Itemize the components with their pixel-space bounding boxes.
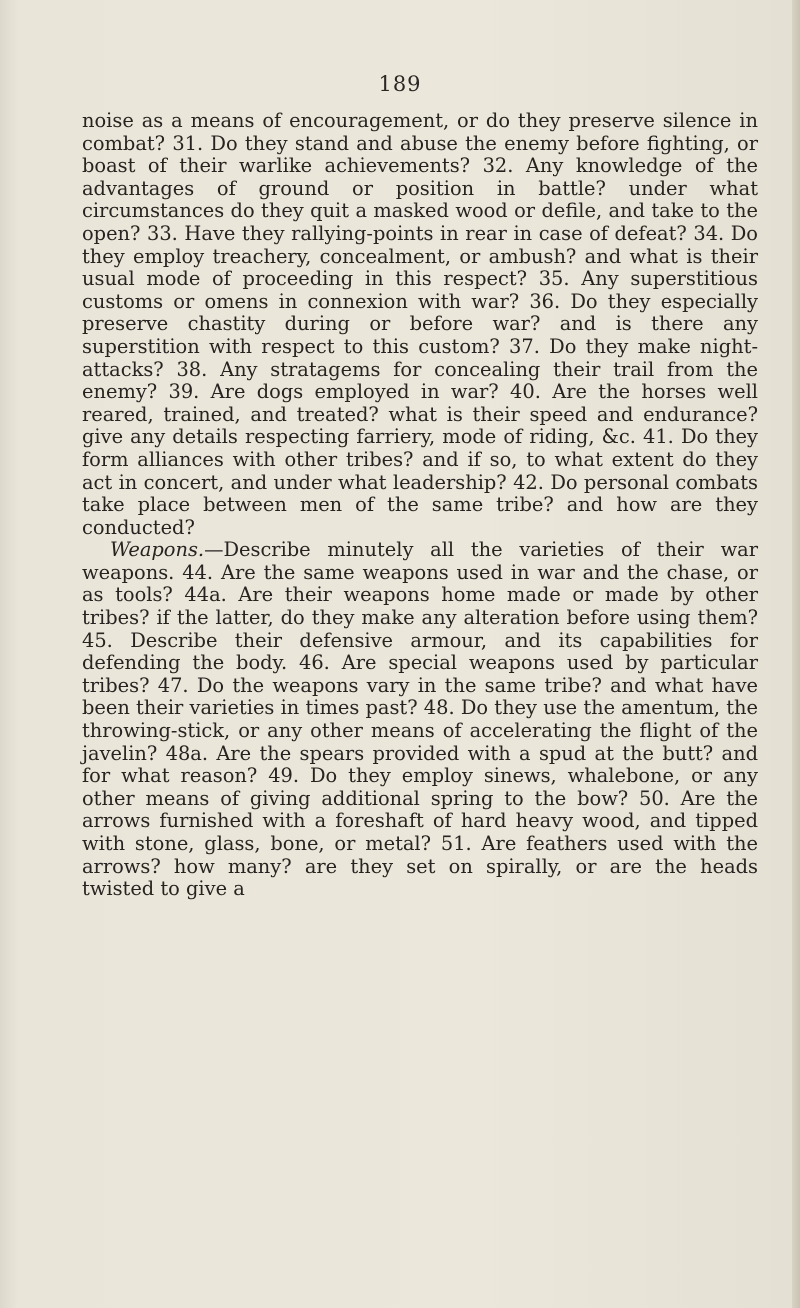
paragraph-weapons — [82, 539, 758, 901]
paragraph-war-questions: noise as a means of encouragement, or do they preserve silence in combat? 31. Do they stand and abuse the enemy before fighting, or boast of their warlike achievements? 32. Any knowledge of the advantages of ground or position in battle? under what circumstances do they quit a masked wood or defile, and take to the open? 33. Have they rallying-points in rear in case of defeat? 34. Do they employ treachery, concealment, or ambush? and what is their usual mode of proceeding in this respect? 35. Any superstitious customs or omens in connexion with war? 36. Do they especially preserve chastity during or before war? and is there any superstition with respect to this custom? 37. Do they make night-attacks? 38. Any stratagems for concealing their trail from the enemy? 39. Are dogs employed in war? 40. Are the horses well reared, trained, and treated? what is their speed and endurance? give any details respecting farriery, mode of riding, &c. 41. Do they form alliances with other tribes? and if so, to what extent do they act in concert, and under what leadership? 42. Do personal combats take place between men of the same tribe? and how are they conducted? — [82, 109, 758, 539]
page-edge — [792, 0, 800, 1308]
body-text — [82, 110, 758, 901]
weapons-heading: Weapons. — [110, 538, 205, 562]
page-number: 189 — [378, 72, 422, 96]
weapons-text: —Describe minutely all the varieties of their war weapons. 44. Are the same weapons used in war and the chase, or as tools? 44a. Are their weapons home made or made by other tribes? if the latter, do they make any alteration before using them? 45. Describe their defensive armour, and its capabilities for defending the body. 46. Are special weapons used by particular tribes? 47. Do the weapons vary in the same tribe? and what have been their varieties in times past? 48. Do they use the amentum, the throwing-stick, or any other means of accelerating the flight of the javelin? 48a. Are the spears provided with a spud at the butt? and for what reason? 49. Do they employ sinews, whalebone, or any other means of giving additional spring to the bow? 50. Are the arrows furnished with a foreshaft of hard heavy wood, and tipped with stone, glass, bone, or metal? 51. Are feathers used with the arrows? how many? are they set on spirally, or are the heads twisted to give a — [82, 538, 758, 901]
